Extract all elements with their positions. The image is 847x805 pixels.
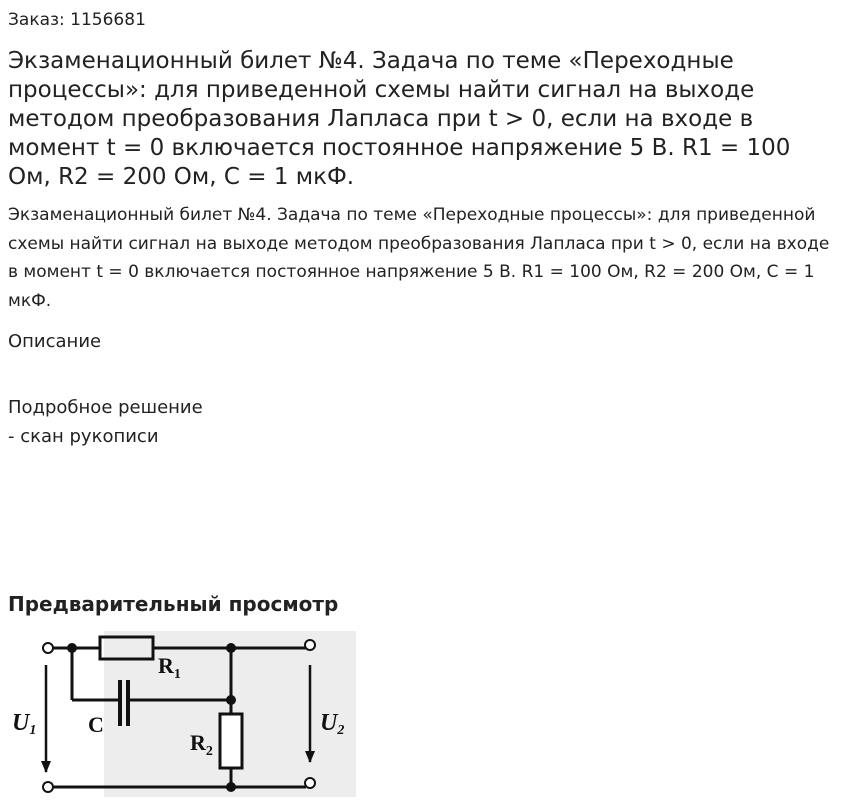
task-description-text: Экзаменационный билет №4. Задача по теме «Переходные процессы»: для приведенной схемы найти сигнал на выходе методом преобразования Лапласа при t > 0, если на входе в момент t = 0 включается постоянное напряжение 5 В. R1 = 100 Ом, R2 = 200 Ом, C = 1 мкФ.	[8, 205, 830, 311]
junction-top-mid	[226, 643, 236, 653]
solution-info	[8, 393, 203, 451]
c-label: C	[88, 712, 104, 737]
description-label: Описание	[8, 331, 102, 352]
circuit-diagram	[8, 629, 360, 801]
input-terminal-bottom	[43, 782, 53, 792]
preview-heading: Предварительный просмотр	[8, 592, 339, 616]
output-terminal-bottom	[305, 778, 315, 788]
u1-label: U1	[12, 710, 37, 738]
page-title: Экзаменационный билет №4. Задача по теме «Переходные процессы»: для приведенной схемы найти сигнал на выходе методом преобразования Лапласа при t > 0, если на входе в момент t = 0 включается постоянное напряжение 5 В. R1 = 100 Ом, R2 = 200 Ом, C = 1 мкФ.	[8, 48, 791, 190]
r2-label: $R_2$	[190, 730, 213, 759]
junction-bottom-mid	[226, 782, 236, 792]
u2-label: U2	[320, 710, 345, 738]
solution-line-scan: - скан рукописи	[8, 426, 159, 447]
input-terminal-top	[43, 643, 53, 653]
order-number: Заказ: 1156681	[8, 10, 146, 30]
resistor-r2	[220, 714, 242, 768]
r1-label: $R_1$	[158, 653, 181, 682]
circuit-preview-image	[8, 629, 360, 801]
solution-line-detailed: Подробное решение	[8, 397, 203, 418]
output-terminal-top	[305, 640, 315, 650]
junction-middle	[226, 695, 236, 705]
